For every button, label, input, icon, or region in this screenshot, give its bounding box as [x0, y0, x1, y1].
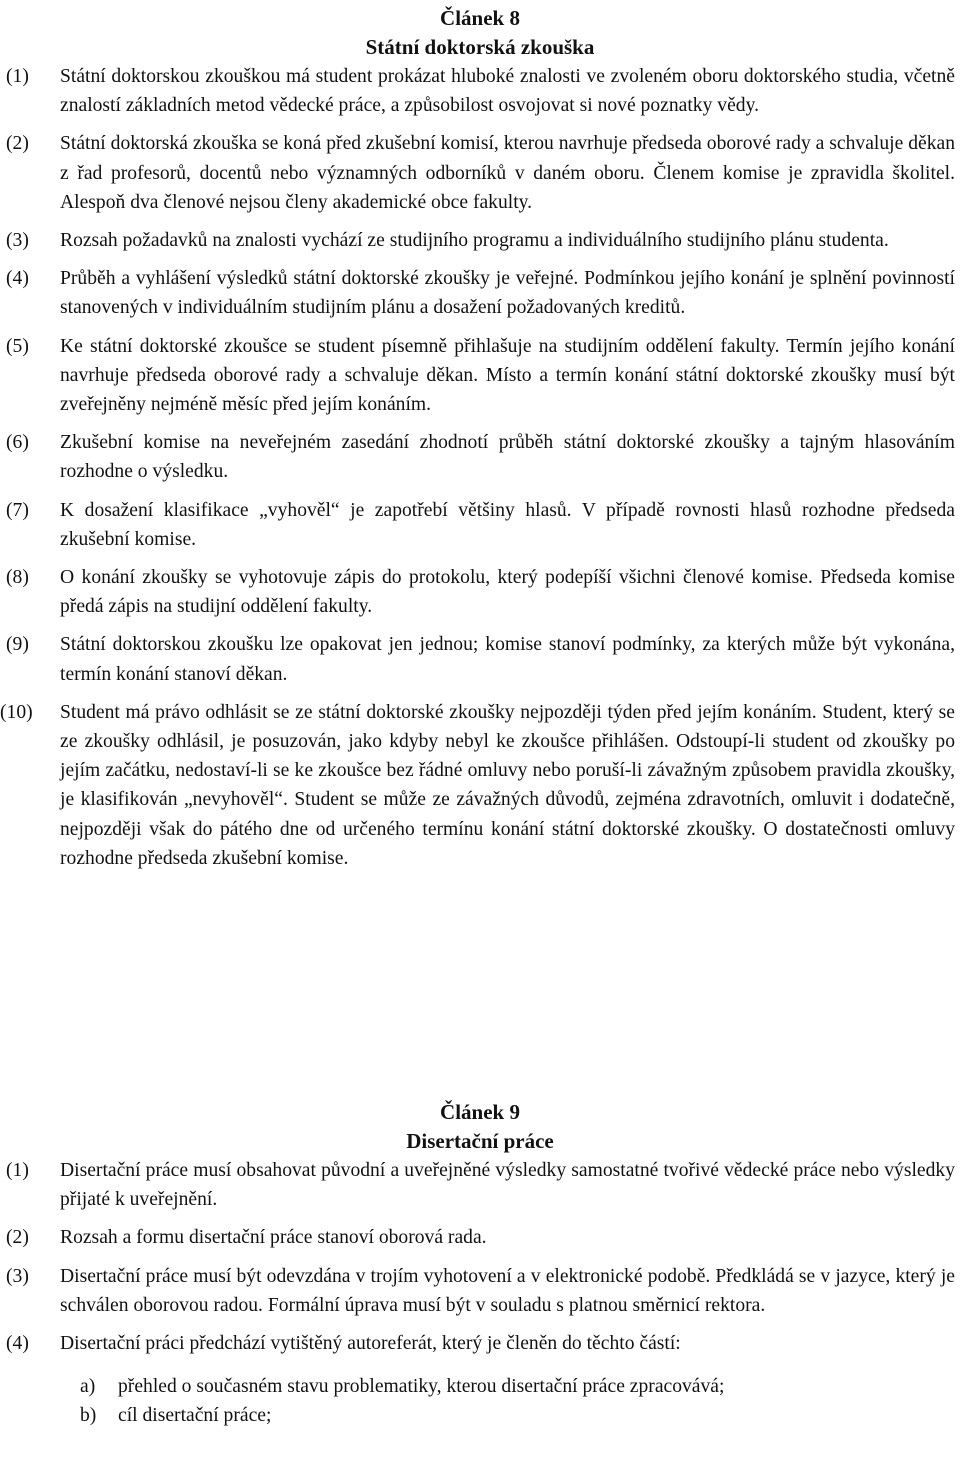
article-8-paragraph-9 — [0, 630, 960, 688]
paragraph-number: (3) — [6, 1265, 29, 1287]
article-8-paragraph-7 — [0, 496, 960, 554]
paragraph-number: (10) — [0, 701, 33, 723]
paragraph-text: Ke státní doktorské zkoušce se student písemně přihlašuje na studijním oddělení fakulty. Termín jejího konání navrhuje předseda oborové rady a schvaluje děkan. Místo a termín konání státní doktorské zkoušky musí být zveřejněny nejméně měsíc před jejím konáním. — [60, 335, 955, 416]
subitem-text: přehled o současném stavu problematiky, kterou disertační práce zpracovává; — [118, 1376, 725, 1398]
paragraph-text: K dosažení klasifikace „vyhověl“ je zapotřebí většiny hlasů. V případě rovnosti hlasů rozhodne předseda zkušební komise. — [60, 499, 955, 550]
article-9-paragraph-4 — [0, 1329, 960, 1358]
article-8-subtitle: Státní doktorská zkouška — [365, 35, 595, 59]
subitem-letter: b) — [80, 1405, 97, 1427]
article-8-paragraph-3 — [0, 226, 960, 255]
paragraph-number: (2) — [6, 1227, 29, 1249]
paragraph-text: Rozsah požadavků na znalosti vychází ze studijního programu a individuálního studijního plánu studenta. — [60, 230, 889, 252]
paragraph-text: Disertační práci předchází vytištěný autoreferát, který je členěn do těchto částí: — [60, 1333, 681, 1355]
article-9-paragraph-3 — [0, 1262, 960, 1320]
paragraph-number: (6) — [6, 432, 29, 454]
paragraph-text: Student má právo odhlásit se ze státní doktorské zkoušky nejpozději týden před jejím konáním. Student, který se ze zkoušky odhlásil, je posuzován, jako kdyby nebyl ke zkoušce přihlášen. Odstoupí-li student od zkoušky po jejím začátku, nedostaví-li se ke zkoušce bez řádné omluvy nebo poruší-li závažným způsobem pravidla zkoušky, je klasifikován „nevyhověl“. Student se může ze závažných důvodů, zejména zdravotních, omluvit i dodatečně, nejpozději však do pátého dne od určeného termínu konání státní doktorské zkoušky. O dostatečnosti omluvy rozhodne předseda zkušební komise. — [60, 701, 955, 869]
subitem-letter: a) — [80, 1376, 96, 1398]
article-8-paragraph-1 — [0, 62, 960, 120]
paragraph-number: (9) — [6, 634, 29, 656]
article-9-subitem-a — [0, 1372, 960, 1401]
article-8-paragraph-5 — [0, 332, 960, 420]
paragraph-text: O konání zkoušky se vyhotovuje zápis do protokolu, který podepíší všichni členové komise. Předseda komise předá zápis na studijní oddělení fakulty. — [60, 567, 955, 618]
article-8-paragraph-6 — [0, 428, 960, 486]
article-9-title: Článek 9 — [440, 1100, 520, 1124]
paragraph-text: Disertační práce musí obsahovat původní a uveřejněné výsledky samostatné tvořivé vědecké práce nebo výsledky přijaté k uveřejnění. — [60, 1160, 955, 1211]
paragraph-text: Zkušební komise na neveřejném zasedání zhodnotí průběh státní doktorské zkoušky a tajným hlasováním rozhodne o výsledku. — [60, 432, 955, 483]
paragraph-text: Rozsah a formu disertační práce stanoví oborová rada. — [60, 1227, 487, 1249]
article-9-subitem-b — [0, 1401, 960, 1430]
article-8-paragraph-4 — [0, 264, 960, 322]
article-9 — [0, 1098, 960, 1430]
paragraph-number: (4) — [6, 1333, 29, 1355]
article-8-paragraph-2 — [0, 129, 960, 217]
paragraph-text: Státní doktorskou zkouškou má student prokázat hluboké znalosti ve zvoleném oboru doktorského studia, včetně znalostí základních metod vědecké práce, a způsobilost osvojovat si nové poznatky vědy. — [60, 66, 955, 117]
paragraph-number: (3) — [6, 230, 29, 252]
paragraph-number: (1) — [6, 1160, 29, 1181]
paragraph-number: (1) — [6, 66, 29, 87]
paragraph-number: (2) — [6, 133, 29, 155]
paragraph-text: Disertační práce musí být odevzdána v trojím vyhotovení a v elektronické podobě. Předkládá se v jazyce, který je schválen oborovou radou. Formální úprava musí být v souladu s platnou směrnicí rektora. — [60, 1265, 955, 1316]
article-8-paragraph-10 — [0, 698, 960, 873]
paragraph-text: Průběh a vyhlášení výsledků státní doktorské zkoušky je veřejné. Podmínkou jejího konání je splnění povinností stanovených v individuálním studijním plánu a dosažení požadovaných kreditů. — [60, 268, 955, 319]
article-9-paragraph-2 — [0, 1223, 960, 1252]
subitem-text: cíl disertační práce; — [118, 1405, 272, 1427]
paragraph-number: (5) — [6, 335, 29, 357]
paragraph-text: Státní doktorskou zkoušku lze opakovat jen jednou; komise stanoví podmínky, za kterých může být vykonána, termín konání stanoví děkan. — [60, 634, 955, 685]
article-9-paragraph-1 — [0, 1156, 960, 1214]
article-8-paragraph-8 — [0, 563, 960, 621]
paragraph-number: (7) — [6, 499, 29, 521]
article-9-subtitle: Disertační práce — [406, 1129, 554, 1153]
paragraph-number: (8) — [6, 567, 29, 589]
paragraph-text: Státní doktorská zkouška se koná před zkušební komisí, kterou navrhuje předseda oborové rady a schvaluje děkan z řad profesorů, docentů nebo významných odborníků v daném oboru. Členem komise je zpravidla školitel. Alespoň dva členové nejsou členy akademické obce fakulty. — [60, 133, 955, 213]
paragraph-number: (4) — [6, 268, 29, 290]
article-8-title: Článek 8 — [440, 6, 520, 30]
article-8 — [0, 4, 960, 873]
